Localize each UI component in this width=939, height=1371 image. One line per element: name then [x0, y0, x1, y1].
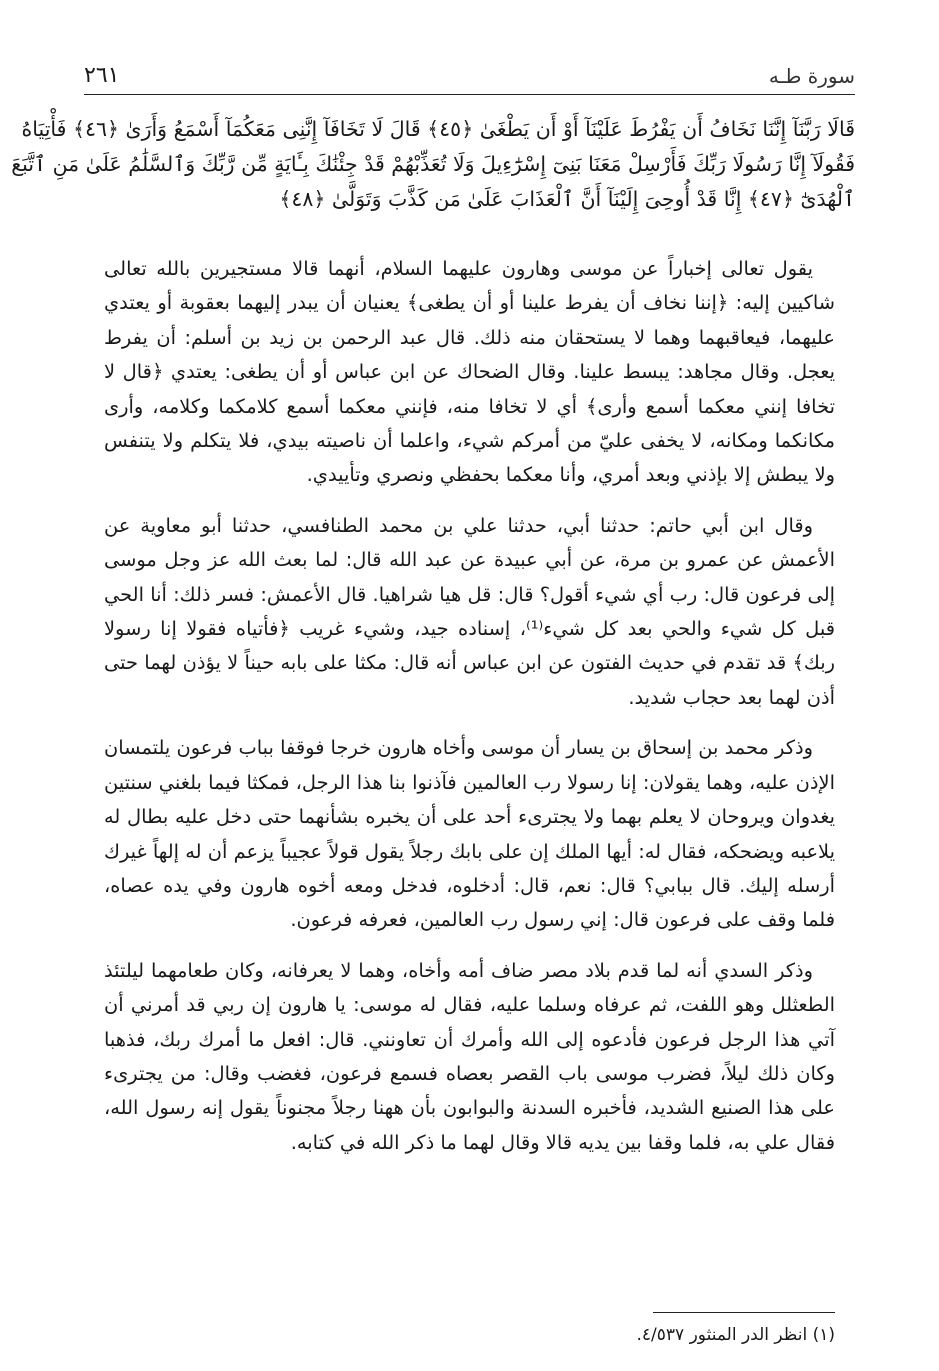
paragraph: يقول تعالى إخباراً عن موسى وهارون عليهما السلام، أنهما قالا مستجيرين بالله تعالى شاكيين إليه: ﴿إننا نخاف أن يفرط علينا أو أن يطغى﴾ يعنيان أن يبدر إليهما بعقوبة أو يعتدي عليهما، فيعاقبهما وهما لا يستحقان منه ذلك. قال عبد الرحمن بن زيد بن أسلم: أن يفرط يعجل. وقال مجاهد: يبسط علينا. وقال الضحاك عن ابن عباس أو أن يطغى: يعتدي ﴿قال لا تخافا إنني معكما أسمع وأرى﴾ أي لا تخافا منه، فإنني معكما أسمع كلامكما وكلامه، وأرى مكانكما ومكانه، لا يخفى عليّ من أمركم شيء، واعلما أن ناصيته بيدي، فلا يتكلم ولا يتنفس ولا يبطش إلا بإذني وبعد أمري، وأنا معكما بحفظي ونصري وتأييدي.: [104, 257, 835, 487]
paragraph: وذكر محمد بن إسحاق بن يسار أن موسى وأخاه هارون خرجا فوقفا بباب فرعون يلتمسان الإذن عليه، وهما يقولان: إنا رسولا رب العالمين فآذنوا بنا هذا الرجل، فمكثا فيما بلغني سنتين يغدوان ويروحان لا يعلم بهما ولا يجترىء أحد على أن يخبره بشأنهما حتى دخل عليه بطال له يلاعبه ويضحكه، فقال له: أيها الملك إن على بابك رجلاً يقول قولاً عجيباً يزعم أن له إلهاً غيرك أرسله إليك. قال ببابي؟ قال: نعم، قال: أدخلوه، فدخل ومعه أخوه هارون وفي يده عصاه، فلما وقف على فرعون قال: إني رسول رب العالمين، فعرفه فرعون.: [104, 736, 835, 932]
quran-line: فَقُولَآ إِنَّا رَسُولَا رَبِّكَ فَأَرْسِلْ مَعَنَا بَنِىٓ إِسْرَٰٓءِيلَ وَلَا تُعَذِّبْهُمْ قَدْ جِئْنَٰكَ بِـَٔايَةٍ مِّن رَّبِّكَ وَٱلسَّلَٰمُ عَلَىٰ مَنِ ٱتَّبَعَ: [11, 152, 855, 176]
footnote: (١) انظر الدر المنثور ٤/٥٣٧.: [636, 1325, 835, 1345]
footnote-rule: [653, 1312, 835, 1313]
page-header: [84, 60, 855, 88]
quran-line: ٱلْهُدَىٰٓ ﴿٤٧﴾ إِنَّا قَدْ أُوحِىَ إِلَيْنَآ أَنَّ ٱلْعَذَابَ عَلَىٰ مَن كَذَّبَ وَتَوَلَّىٰ ﴿٤٨﴾: [279, 187, 855, 211]
commentary-body: [104, 252, 835, 1176]
quran-line: قَالَا رَبَّنَآ إِنَّنَا نَخَافُ أَن يَفْرُطَ عَلَيْنَآ أَوْ أَن يَطْغَىٰ ﴿٤٥﴾ قَالَ لَا تَخَافَآ إِنَّنِى مَعَكُمَآ أَسْمَعُ وَأَرَىٰ ﴿٤٦﴾ فَأْتِيَاهُ: [21, 117, 855, 141]
paragraph: وذكر السدي أنه لما قدم بلاد مصر ضاف أمه وأخاه، وهما لا يعرفانه، وكان طعامهما ليلتئذ الطعثلل وهو اللفت، ثم عرفاه وسلما عليه، فقال له موسى: يا هارون إن ربي قد أمرني أن آتي هذا الرجل فرعون فأدعوه إلى الله وأمرك أن تعاونني. قال: افعل ما أمرك ربك، فذهبا وكان ذلك ليلاً، فضرب موسى باب القصر بعصاه فسمع فرعون، فغضب وقال: من يجترىء على هذا الصنيع الشديد، فأخبره السدنة والبوابون بأن ههنا رجلاً مجنوناً يقول إنه رسول الله، فقال علي به، فلما وقفا بين يديه قالا وقال لهما ما ذكر الله في كتابه.: [104, 958, 835, 1154]
surah-title: سورة طـه: [768, 64, 855, 88]
page-number: ٢٦١: [84, 63, 120, 88]
quran-verses: [11, 112, 855, 217]
paragraph: وقال ابن أبي حاتم: حدثنا أبي، حدثنا علي بن محمد الطنافسي، حدثنا أبو معاوية عن الأعمش عن عمرو بن مرة، عن أبي عبيدة عن عبد الله قال: لما بعث الله عز وجل موسى إلى فرعون قال: رب أي شيء أقول؟ قال: قل هيا شراهيا. قال الأعمش: فسر ذلك: أنا الحي قبل كل شيء والحي بعد كل شيء⁽¹⁾، إسناده جيد، وشيء غريب ﴿فأتياه فقولا إنا رسولا ربك﴾ قد تقدم في حديث الفتون عن ابن عباس أنه قال: مكثا على بابه حيناً لا يؤذن لهما حتى أذن لهما بعد حجاب شديد.: [104, 513, 835, 709]
header-rule: [84, 94, 855, 95]
